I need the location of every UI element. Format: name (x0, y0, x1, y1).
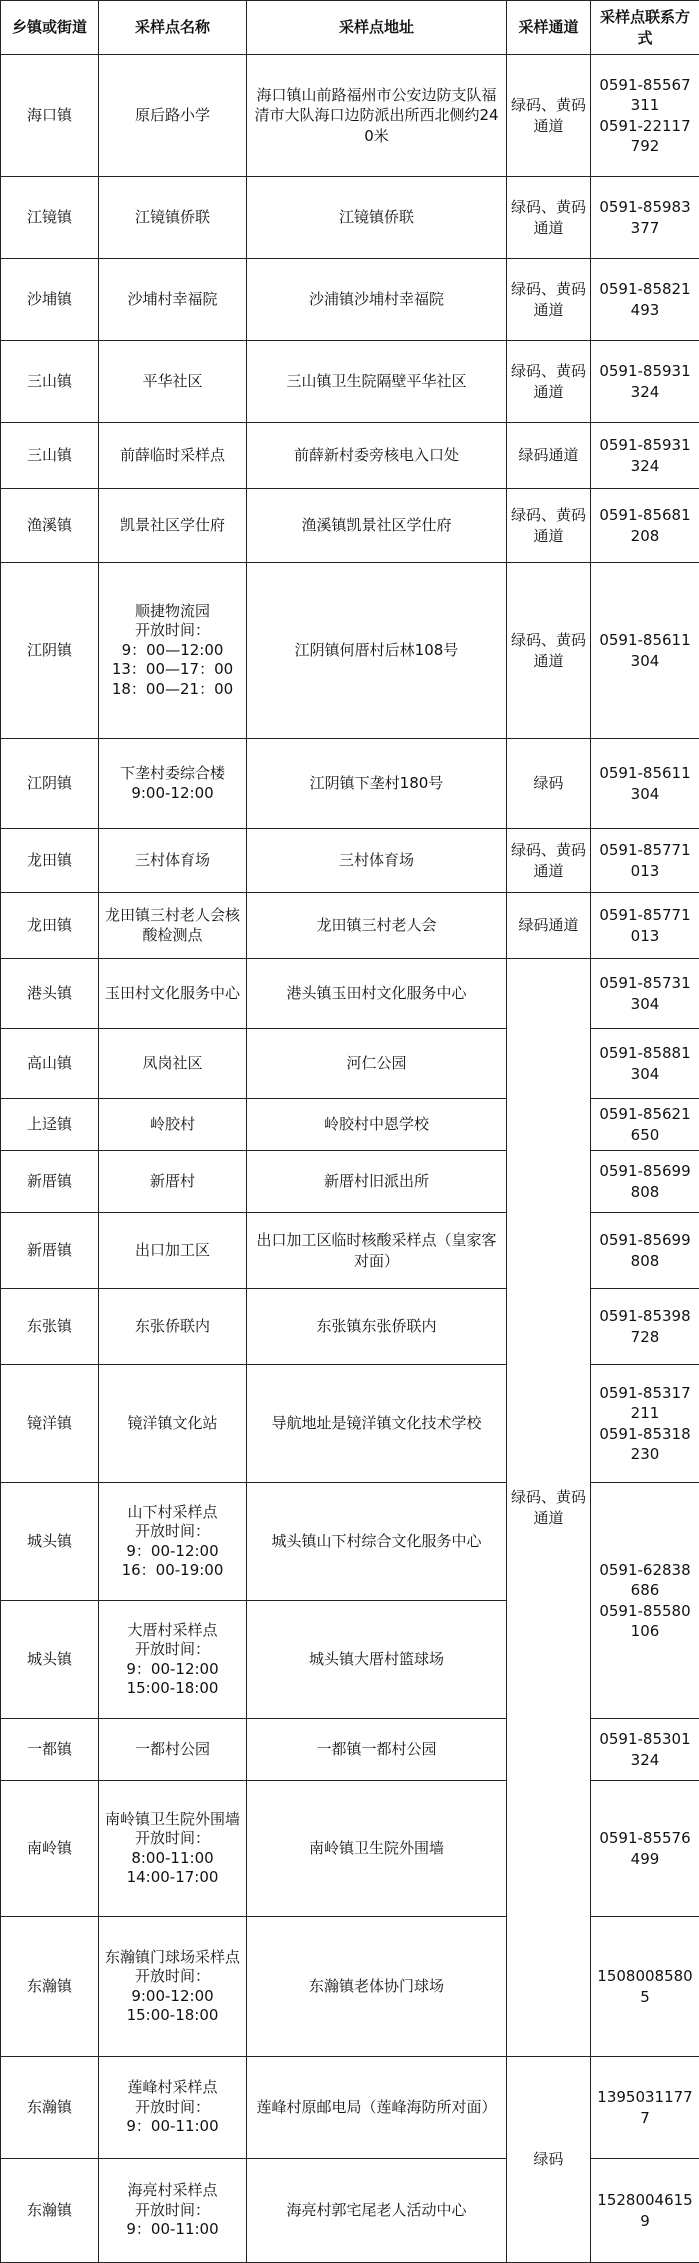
contact-cell: 0591-85567311 0591-22117792 (591, 55, 699, 177)
contact-cell: 0591-85317211 0591-85318230 (591, 1365, 699, 1483)
table-row (1, 2057, 699, 2159)
table-row (1, 1719, 699, 1781)
channel-cell: 绿码通道 (507, 893, 591, 959)
site-name-cell: 山下村采样点 开放时间： 9：00-12:00 16：00-19:00 (99, 1483, 247, 1601)
address-cell: 三村体育场 (247, 829, 507, 893)
address-cell: 龙田镇三村老人会 (247, 893, 507, 959)
table-row (1, 341, 699, 423)
table-row (1, 1483, 699, 1601)
site-name-cell: 新厝村 (99, 1151, 247, 1213)
channel-cell: 绿码、黄码通道 (507, 829, 591, 893)
table-row (1, 423, 699, 489)
address-cell: 南岭镇卫生院外围墙 (247, 1781, 507, 1917)
table-row (1, 55, 699, 177)
site-name-cell: 南岭镇卫生院外围墙 开放时间： 8:00-11:00 14:00-17:00 (99, 1781, 247, 1917)
address-cell: 城头镇山下村综合文化服务中心 (247, 1483, 507, 1601)
address-cell: 河仁公园 (247, 1029, 507, 1099)
channel-cell: 绿码通道 (507, 423, 591, 489)
channel-cell: 绿码、黄码通道 (507, 55, 591, 177)
address-cell: 江阴镇何厝村后林108号 (247, 563, 507, 739)
town-cell: 上迳镇 (1, 1099, 99, 1151)
channel-cell-merged: 绿码、黄码通道 (507, 959, 591, 2057)
site-name-cell: 东张侨联内 (99, 1289, 247, 1365)
table-row (1, 563, 699, 739)
address-cell: 城头镇大厝村篮球场 (247, 1601, 507, 1719)
site-name-cell: 前薛临时采样点 (99, 423, 247, 489)
site-name-cell: 三村体育场 (99, 829, 247, 893)
town-cell: 南岭镇 (1, 1781, 99, 1917)
address-cell: 海口镇山前路福州市公安边防支队福清市大队海口边防派出所西北侧约240米 (247, 55, 507, 177)
contact-cell: 15080085805 (591, 1917, 699, 2057)
channel-cell-merged: 绿码 (507, 2057, 591, 2263)
site-name-cell: 江镜镇侨联 (99, 177, 247, 259)
site-name-cell: 龙田镇三村老人会核酸检测点 (99, 893, 247, 959)
header-site-name: 采样点名称 (99, 1, 247, 55)
table-row (1, 739, 699, 829)
table-body (1, 55, 699, 2263)
channel-cell: 绿码、黄码通道 (507, 341, 591, 423)
town-cell: 东瀚镇 (1, 1917, 99, 2057)
contact-cell: 13950311777 (591, 2057, 699, 2159)
header-contact: 采样点联系方式 (591, 1, 699, 55)
channel-cell: 绿码、黄码通道 (507, 259, 591, 341)
town-cell: 海口镇 (1, 55, 99, 177)
contact-cell: 0591-85576499 (591, 1781, 699, 1917)
site-name-cell: 大厝村采样点 开放时间： 9：00-12:00 15:00-18:00 (99, 1601, 247, 1719)
contact-cell-merged: 0591-62838686 0591-85580106 (591, 1483, 699, 1719)
address-cell: 江镜镇侨联 (247, 177, 507, 259)
table-row (1, 1151, 699, 1213)
town-cell: 东瀚镇 (1, 2057, 99, 2159)
channel-cell: 绿码、黄码通道 (507, 489, 591, 563)
contact-cell: 0591-85881304 (591, 1029, 699, 1099)
site-name-cell: 下垄村委综合楼 9:00-12:00 (99, 739, 247, 829)
town-cell: 东张镇 (1, 1289, 99, 1365)
contact-cell: 15280046159 (591, 2159, 699, 2263)
table-row (1, 489, 699, 563)
town-cell: 港头镇 (1, 959, 99, 1029)
table-row (1, 177, 699, 259)
header-row (1, 1, 699, 55)
channel-cell: 绿码、黄码通道 (507, 563, 591, 739)
channel-cell: 绿码、黄码通道 (507, 177, 591, 259)
contact-cell: 0591-85611304 (591, 563, 699, 739)
contact-cell: 0591-85931324 (591, 423, 699, 489)
contact-cell: 0591-85821493 (591, 259, 699, 341)
address-cell: 导航地址是镜洋镇文化技术学校 (247, 1365, 507, 1483)
table-row (1, 1029, 699, 1099)
address-cell: 三山镇卫生院隔壁平华社区 (247, 341, 507, 423)
site-name-cell: 平华社区 (99, 341, 247, 423)
address-cell: 东瀚镇老体协门球场 (247, 1917, 507, 2057)
table-row (1, 959, 699, 1029)
channel-cell: 绿码 (507, 739, 591, 829)
town-cell: 城头镇 (1, 1483, 99, 1601)
address-cell: 东张镇东张侨联内 (247, 1289, 507, 1365)
address-cell: 江阴镇下垄村180号 (247, 739, 507, 829)
table-row (1, 1213, 699, 1289)
table-row (1, 259, 699, 341)
address-cell: 新厝村旧派出所 (247, 1151, 507, 1213)
contact-cell: 0591-85301324 (591, 1719, 699, 1781)
address-cell: 沙浦镇沙埔村幸福院 (247, 259, 507, 341)
site-name-cell: 凯景社区学仕府 (99, 489, 247, 563)
site-name-cell: 玉田村文化服务中心 (99, 959, 247, 1029)
table-row (1, 1289, 699, 1365)
site-name-cell: 凤岗社区 (99, 1029, 247, 1099)
town-cell: 一都镇 (1, 1719, 99, 1781)
table-row (1, 1365, 699, 1483)
site-name-cell: 镜洋镇文化站 (99, 1365, 247, 1483)
site-name-cell: 沙埔村幸福院 (99, 259, 247, 341)
contact-cell: 0591-85931324 (591, 341, 699, 423)
town-cell: 龙田镇 (1, 829, 99, 893)
town-cell: 江镜镇 (1, 177, 99, 259)
town-cell: 新厝镇 (1, 1213, 99, 1289)
contact-cell: 0591-85699808 (591, 1213, 699, 1289)
site-name-cell: 海亮村采样点 开放时间： 9：00-11:00 (99, 2159, 247, 2263)
town-cell: 江阴镇 (1, 739, 99, 829)
address-cell: 一都镇一都村公园 (247, 1719, 507, 1781)
town-cell: 三山镇 (1, 341, 99, 423)
town-cell: 镜洋镇 (1, 1365, 99, 1483)
address-cell: 渔溪镇凯景社区学仕府 (247, 489, 507, 563)
table-row (1, 1917, 699, 2057)
site-name-cell: 岭胶村 (99, 1099, 247, 1151)
address-cell: 出口加工区临时核酸采样点（皇家客对面） (247, 1213, 507, 1289)
table-row (1, 1099, 699, 1151)
contact-cell: 0591-85731304 (591, 959, 699, 1029)
site-name-cell: 莲峰村采样点 开放时间： 9：00-11:00 (99, 2057, 247, 2159)
town-cell: 渔溪镇 (1, 489, 99, 563)
address-cell: 海亮村郭宅尾老人活动中心 (247, 2159, 507, 2263)
site-name-cell: 顺捷物流园 开放时间： 9：00—12:00 13：00—17：00 18：00—21：00 (99, 563, 247, 739)
contact-cell: 0591-85983377 (591, 177, 699, 259)
contact-cell: 0591-85771013 (591, 829, 699, 893)
address-cell: 岭胶村中恩学校 (247, 1099, 507, 1151)
contact-cell: 0591-85681208 (591, 489, 699, 563)
address-cell: 前薛新村委旁核电入口处 (247, 423, 507, 489)
town-cell: 江阴镇 (1, 563, 99, 739)
town-cell: 龙田镇 (1, 893, 99, 959)
header-address: 采样点地址 (247, 1, 507, 55)
table-row (1, 2159, 699, 2263)
town-cell: 三山镇 (1, 423, 99, 489)
contact-cell: 0591-85771013 (591, 893, 699, 959)
contact-cell: 0591-85611304 (591, 739, 699, 829)
address-cell: 莲峰村原邮电局（莲峰海防所对面） (247, 2057, 507, 2159)
header-town: 乡镇或街道 (1, 1, 99, 55)
town-cell: 高山镇 (1, 1029, 99, 1099)
contact-cell: 0591-85621650 (591, 1099, 699, 1151)
site-name-cell: 原后路小学 (99, 55, 247, 177)
site-name-cell: 一都村公园 (99, 1719, 247, 1781)
contact-cell: 0591-85699808 (591, 1151, 699, 1213)
address-cell: 港头镇玉田村文化服务中心 (247, 959, 507, 1029)
table-row (1, 893, 699, 959)
contact-cell: 0591-85398728 (591, 1289, 699, 1365)
table-row (1, 1781, 699, 1917)
town-cell: 新厝镇 (1, 1151, 99, 1213)
town-cell: 城头镇 (1, 1601, 99, 1719)
site-name-cell: 东瀚镇门球场采样点 开放时间： 9:00-12:00 15:00-18:00 (99, 1917, 247, 2057)
town-cell: 东瀚镇 (1, 2159, 99, 2263)
header-channel: 采样通道 (507, 1, 591, 55)
table-row (1, 829, 699, 893)
town-cell: 沙埔镇 (1, 259, 99, 341)
site-name-cell: 出口加工区 (99, 1213, 247, 1289)
